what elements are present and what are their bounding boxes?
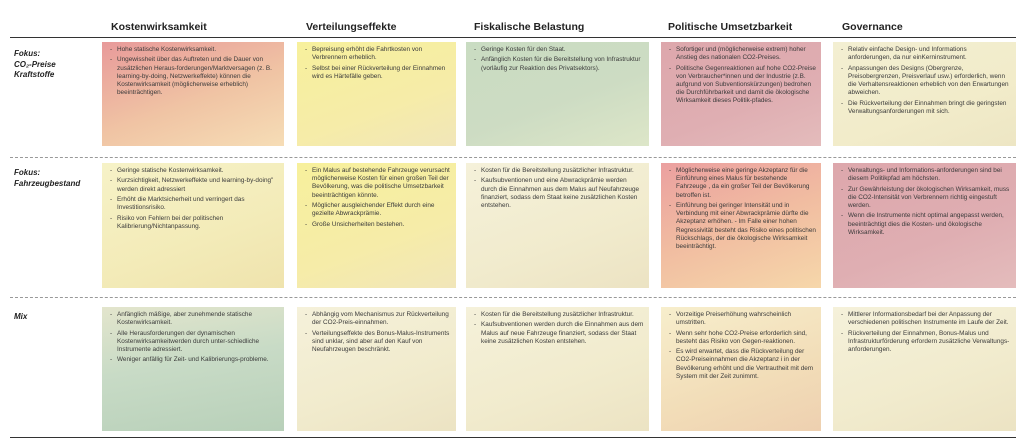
cell-fahrzeug-politische-umsetzbarkeit xyxy=(661,163,821,288)
cell-bullet: - Möglicherweise eine geringe Akzeptanz für die Einführung eines Malus für bestehende Fahrzeuge , da ein großer Teil der Bevölkerung betroffen ist. xyxy=(669,167,816,200)
cell-mix-kostenwirksamkeit xyxy=(102,307,284,431)
row-label-co2-preise xyxy=(14,49,56,81)
column-header-kostenwirksamkeit: Kostenwirksamkeit xyxy=(111,21,207,33)
row-divider-1 xyxy=(10,157,1016,158)
row-divider-2 xyxy=(10,297,1016,298)
cell-bullet: - Wenn die Instrumente nicht optimal angepasst werden, beeinträchtigt dies die Kosten- und ökologische Wirksamkeit. xyxy=(841,212,1011,237)
cell-co2-kostenwirksamkeit xyxy=(102,42,284,146)
cell-bullet: - Wenn sehr hohe CO2-Preise erforderlich sind, besteht das Risiko von Gegen-reaktionen. xyxy=(669,330,816,346)
cell-bullet: - Zur Gewährleistung der ökologischen Wirksamkeit, muss die CO2-Intensität von Verbrennern richtig eingestuft werden. xyxy=(841,186,1011,211)
cell-bullet: - Weniger anfällig für Zeit- und Kalibrierungs-probleme. xyxy=(110,356,279,364)
cell-bullet: - Es wird erwartet, dass die Rückverteilung der CO2-Preiseinnahmen die Akzeptanz i in der Bevölkerung erhöht und die Vertrautheit mit dem System mit der Zeit zunimmt. xyxy=(669,348,816,381)
cell-bullet: - Verwaltungs- und Informations-anforderungen sind bei diesem Politikpfad am höchsten. xyxy=(841,167,1011,183)
cell-bullet: - Rückverteilung der Einnahmen, Bonus-Malus und Infrastrukturförderung erfordern zusätzliche Verwaltungs-anforderungen. xyxy=(841,330,1011,355)
cell-bullet: - Sofortiger und (möglicherweise extrem) hoher Anstieg des nationalen CO2-Preises. xyxy=(669,46,816,62)
cell-co2-fiskalische-belastung xyxy=(466,42,649,146)
cell-mix-politische-umsetzbarkeit xyxy=(661,307,821,431)
cell-bullet: - Ein Malus auf bestehende Fahrzeuge verursacht möglicherweise Kosten für einen großen Teil der Bevölkerung, was die politische Umsetzbarkeit beeinträchtigen könnte. xyxy=(305,167,451,200)
cell-bullet: - Mittlerer Informationsbedarf bei der Anpassung der verschiedenen politischen Instrumente im Laufe der Zeit. xyxy=(841,311,1011,327)
cell-bullet: - Anpassungen des Designs (Obergrenze, Preisobergrenzen, Preisverlauf usw.) erforderlich, wenn die Verhaltensreaktionen erheblich von den Erwartungen abweichen. xyxy=(841,65,1011,98)
cell-co2-verteilungseffekte xyxy=(297,42,456,146)
cell-fahrzeug-governance xyxy=(833,163,1016,288)
row-label-line: Fokus: xyxy=(14,49,41,58)
cell-bullet: - Anfänglich Kosten für die Bereitstellung von Infrastruktur (vorläufig zur Reaktion des Privatsektors). xyxy=(474,56,644,72)
cell-bullet: - Kaufsubventionen und eine Abwrackprämie werden durch die Einnahmen aus dem Malus auf Neufahrzeuge finanziert, sodass dem Staat keine zusätzlichen Kosten entstehen. xyxy=(474,177,644,210)
cell-bullet: - Die Rückverteilung der Einnahmen bringt die geringsten Verwaltungsanforderungen mit sich. xyxy=(841,100,1011,116)
row-label-line: Fokus: xyxy=(14,168,41,177)
cell-fahrzeug-fiskalische-belastung xyxy=(466,163,649,288)
cell-bullet: - Geringe Kosten für den Staat. xyxy=(474,46,644,54)
cell-bullet: - Geringe statische Kostenwirksamkeit. xyxy=(110,167,279,175)
cell-bullet: - Ungewissheit über das Auftreten und die Dauer von zusätzlichen Heraus-forderungen/Marktversagen (z. B. learning-by-doing, Netzwerkeffekte) können die Kostenwirksamkeit (möglicherweise erheblich) beeinträchtigen. xyxy=(110,56,279,97)
cell-bullet: - Große Unsicherheiten bestehen. xyxy=(305,221,451,229)
row-label-mix xyxy=(14,312,27,323)
cell-bullet: - Alle Herausforderungen der dynamischen Kostenwirksamkeitwerden durch unter-schiedliche Instrumente adressiert. xyxy=(110,330,279,355)
table-bottom-rule xyxy=(10,437,1016,438)
column-header-governance: Governance xyxy=(842,21,903,33)
cell-bullet: - Verteilungseffekte des Bonus-Malus-Instruments sind unklar, sind aber auf den Kauf von Neufahrzeugen beschränkt. xyxy=(305,330,451,355)
cell-bullet: - Relativ einfache Design- und Informations anforderungen, da nur einKerninstrument. xyxy=(841,46,1011,62)
row-label-line: Mix xyxy=(14,312,28,321)
header-top-rule xyxy=(10,37,1016,38)
row-label-line: Kraftstoffe xyxy=(14,70,55,79)
cell-fahrzeug-kostenwirksamkeit xyxy=(102,163,284,288)
cell-bullet: - Vorzeitige Preiserhöhung wahrscheinlich umstritten. xyxy=(669,311,816,327)
cell-bullet: - Kosten für die Bereitstellung zusätzlicher Infrastruktur. xyxy=(474,311,644,319)
cell-bullet: - Erhöht die Marktsicherheit und verringert das Investitionsrisiko. xyxy=(110,196,279,212)
column-header-verteilungseffekte: Verteilungseffekte xyxy=(306,21,397,33)
cell-co2-politische-umsetzbarkeit xyxy=(661,42,821,146)
cell-bullet: - Hohe statische Kostenwirksamkeit. xyxy=(110,46,279,54)
column-header-fiskalische-belastung: Fiskalische Belastung xyxy=(474,21,585,33)
cell-co2-governance xyxy=(833,42,1016,146)
cell-bullet: - Möglicher ausgleichender Effekt durch eine gezielte Abwrackprämie. xyxy=(305,202,451,218)
cell-bullet: - Einführung bei geringer Intensität und in Verbindung mit einer Abwrackprämie dürfte die Akzeptanz erhöhen. - Im Falle einer hohen Regressivität besteht das Risiko eines politischen Rückschlags, der die ökologische Wirksamkeit beeinträchtigt. xyxy=(669,202,816,251)
column-header-politische-umsetzbarkeit: Politische Umsetzbarkeit xyxy=(668,21,793,33)
row-label-line: CO₂-Preise xyxy=(14,59,56,69)
cell-mix-fiskalische-belastung xyxy=(466,307,649,431)
cell-bullet: - Selbst bei einer Rückverteilung der Einnahmen wird es Härtefälle geben. xyxy=(305,65,451,81)
cell-mix-verteilungseffekte xyxy=(297,307,456,431)
cell-bullet: - Politische Gegenreaktionen auf hohe CO2-Preise von Verbraucher*innen und der Industrie (z.B. aufgrund von Subventionskürzungen) bedrohen die Durchführbarkeit und damit die ökologische Wirksamkeit dieses Politik-pfades. xyxy=(669,65,816,106)
cell-bullet: - Anfänglich mäßige, aber zunehmende statische Kostenwirksamkeit. xyxy=(110,311,279,327)
row-label-fahrzeugbestand xyxy=(14,168,80,189)
cell-bullet: - Bepreisung erhöht die Fahrtkosten von Verbrennern erheblich. xyxy=(305,46,451,62)
cell-bullet: - Kosten für die Bereitstellung zusätzlicher Infrastruktur. xyxy=(474,167,644,175)
cell-bullet: - Kaufsubventionen werden durch die Einnahmen aus dem Malus auf neue Fahrzeuge finanziert, sodass der Staat keine zusätzlichen Kosten entstehen. xyxy=(474,321,644,346)
cell-bullet: - Risiko von Fehlern bei der politischen Kalibrierung/Nichtanpassung. xyxy=(110,215,279,231)
row-label-line: Fahrzeugbestand xyxy=(14,178,81,188)
cell-bullet: - Abhängig vom Mechanismus zur Rückverteilung der CO2-Preis-einnahmen. xyxy=(305,311,451,327)
cell-mix-governance xyxy=(833,307,1016,431)
cell-bullet: - Kurzsichtigkeit, Netzwerkeffekte und learning-by-doing" werden direkt adressiert xyxy=(110,177,279,193)
cell-fahrzeug-verteilungseffekte xyxy=(297,163,456,288)
